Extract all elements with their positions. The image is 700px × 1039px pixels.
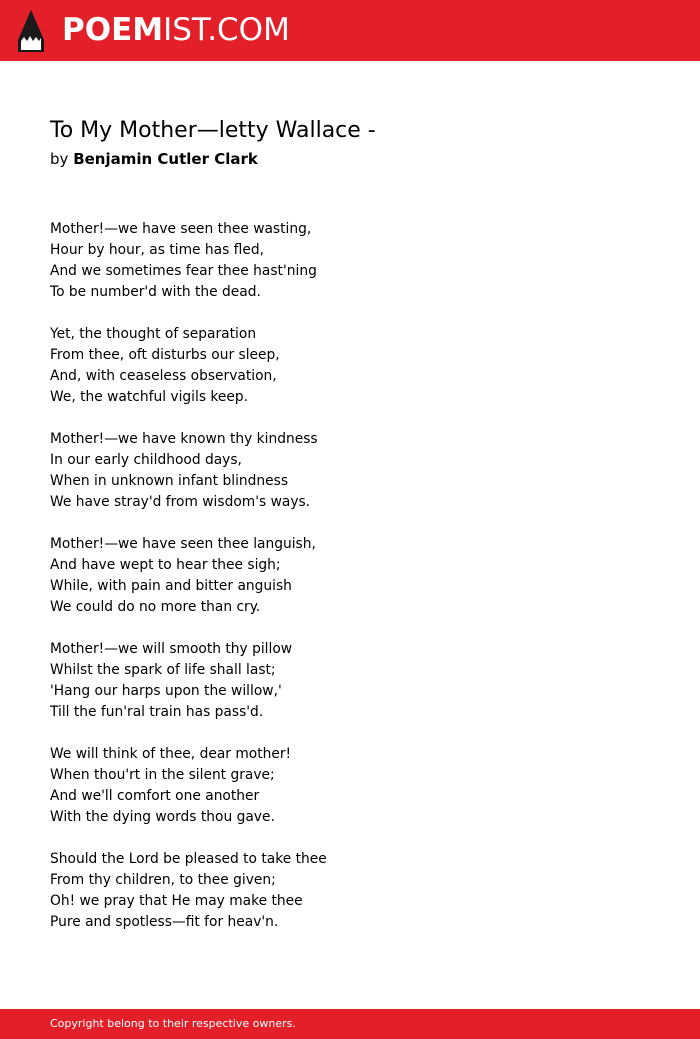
poem-title: To My Mother—letty Wallace - bbox=[50, 118, 376, 143]
stanza bbox=[50, 324, 650, 408]
poem-line: Whilst the spark of life shall last; bbox=[50, 662, 276, 678]
poem-line: And have wept to hear thee sigh; bbox=[50, 557, 281, 573]
poem-line: We, the watchful vigils keep. bbox=[50, 389, 249, 405]
stanza bbox=[50, 744, 650, 828]
poem-line: From thee, oft disturbs our sleep, bbox=[50, 347, 280, 363]
poem-line: In our early childhood days, bbox=[50, 452, 242, 468]
poem-line: When in unknown infant blindness bbox=[50, 473, 289, 489]
site-header bbox=[0, 0, 700, 61]
byline bbox=[50, 149, 258, 169]
poem-line: Should the Lord be pleased to take thee bbox=[50, 851, 327, 867]
copyright-notice: Copyright belong to their respective owners. bbox=[50, 1017, 296, 1030]
stanza bbox=[50, 639, 650, 723]
poem-line: When thou'rt in the silent grave; bbox=[50, 767, 275, 783]
poem-line: Mother!—we will smooth thy pillow bbox=[50, 641, 293, 657]
logo-text-light: IST.COM bbox=[163, 12, 290, 48]
site-footer bbox=[0, 1009, 700, 1039]
poem-line: Oh! we pray that He may make thee bbox=[50, 893, 303, 909]
poem-line: Mother!—we have seen thee wasting, bbox=[50, 221, 312, 237]
poem-line: While, with pain and bitter anguish bbox=[50, 578, 292, 594]
poem-line: And, with ceaseless observation, bbox=[50, 368, 277, 384]
poem-line: Mother!—we have seen thee languish, bbox=[50, 536, 316, 552]
byline-prefix: by bbox=[50, 150, 69, 168]
poem-line: And we'll comfort one another bbox=[50, 788, 260, 804]
poem-line: From thy children, to thee given; bbox=[50, 872, 276, 888]
stanza bbox=[50, 534, 650, 618]
poem-line: We will think of thee, dear mother! bbox=[50, 746, 292, 762]
poem-line: With the dying words thou gave. bbox=[50, 809, 275, 825]
site-logo[interactable] bbox=[62, 12, 290, 48]
pencil-icon bbox=[18, 10, 44, 52]
author-name: Benjamin Cutler Clark bbox=[73, 150, 258, 168]
poem-line: To be number'd with the dead. bbox=[50, 284, 261, 300]
poem-body bbox=[50, 219, 650, 954]
poem-line: Pure and spotless—fit for heav'n. bbox=[50, 914, 279, 930]
poem-line: We could do no more than cry. bbox=[50, 599, 261, 615]
poem-line: And we sometimes fear thee hast'ning bbox=[50, 263, 317, 279]
poem-line: Till the fun'ral train has pass'd. bbox=[50, 704, 264, 720]
logo-text-bold: POEM bbox=[62, 12, 164, 48]
poem-line: Mother!—we have known thy kindness bbox=[50, 431, 318, 447]
poem-line: Yet, the thought of separation bbox=[50, 326, 257, 342]
poem-line: 'Hang our harps upon the willow,' bbox=[50, 683, 282, 699]
poem-line: We have stray'd from wisdom's ways. bbox=[50, 494, 311, 510]
poem-line: Hour by hour, as time has fled, bbox=[50, 242, 264, 258]
stanza bbox=[50, 849, 650, 933]
stanza bbox=[50, 219, 650, 303]
stanza bbox=[50, 429, 650, 513]
